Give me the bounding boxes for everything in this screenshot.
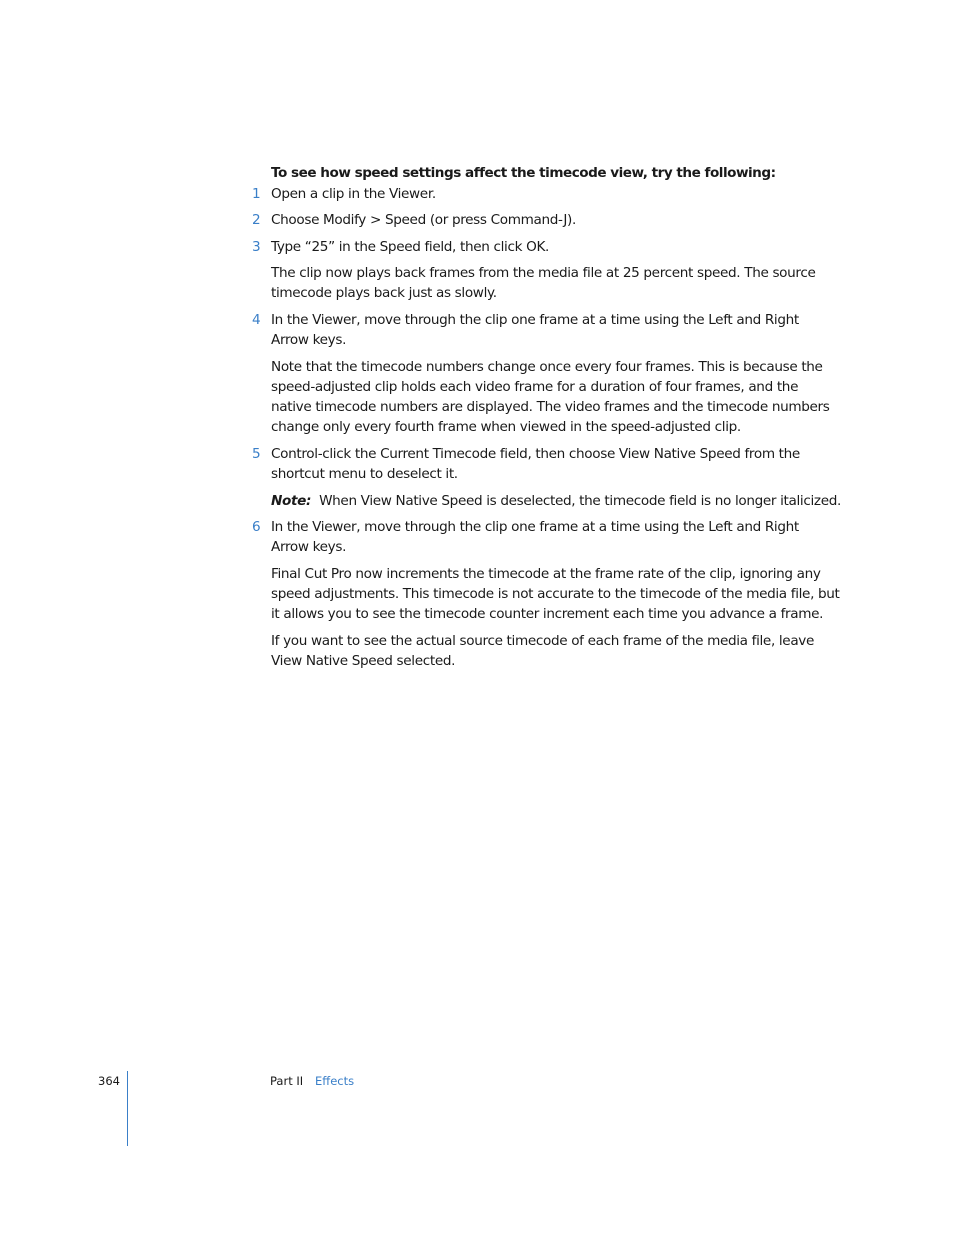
step-text: Open a clip in the Viewer. <box>271 186 436 202</box>
step-number: 3 <box>252 239 261 255</box>
step-number: 4 <box>252 312 261 328</box>
step-text: Type “25” in the Speed field, then click OK. <box>271 239 549 255</box>
note-label: Note: <box>271 493 312 509</box>
note <box>271 491 841 511</box>
paragraph: If you want to see the actual source timecode of each frame of the media file, leave View Native Speed selected. <box>271 633 815 669</box>
step-number: 1 <box>252 186 261 202</box>
step-text: Control-click the Current Timecode field, then choose View Native Speed from the shortcut menu to deselect it. <box>271 446 800 482</box>
footer-part: Part II <box>270 1074 304 1088</box>
step-text: In the Viewer, move through the clip one frame at a time using the Left and Right Arrow keys. <box>271 519 799 555</box>
footer-divider <box>127 1071 128 1146</box>
paragraph: Final Cut Pro now increments the timecode at the frame rate of the clip, ignoring any speed adjustments. This timecode is not accurate to the timecode of the media file, but it allows you to see the timecode counter increment each time you advance a frame. <box>271 566 840 622</box>
section-heading: To see how speed settings affect the timecode view, try the following: <box>271 165 776 181</box>
paragraph: Note that the timecode numbers change once every four frames. This is because the speed-adjusted clip holds each video frame for a duration of four frames, and the native timecode numbers are displayed. The video frames and the timecode numbers change only every fourth frame when viewed in the speed-adjusted clip. <box>271 359 830 435</box>
step-number: 6 <box>252 519 261 535</box>
page-number: 364 <box>98 1074 120 1088</box>
paragraph: The clip now plays back frames from the media file at 25 percent speed. The source timecode plays back just as slowly. <box>271 265 816 301</box>
step-text: In the Viewer, move through the clip one frame at a time using the Left and Right Arrow keys. <box>271 312 799 348</box>
footer-section-link[interactable]: Effects <box>315 1074 355 1088</box>
step-number: 2 <box>252 212 261 228</box>
note-text: When View Native Speed is deselected, the timecode field is no longer italicized. <box>319 493 841 509</box>
step-number: 5 <box>252 446 261 462</box>
step-text: Choose Modify > Speed (or press Command-J). <box>271 212 576 228</box>
